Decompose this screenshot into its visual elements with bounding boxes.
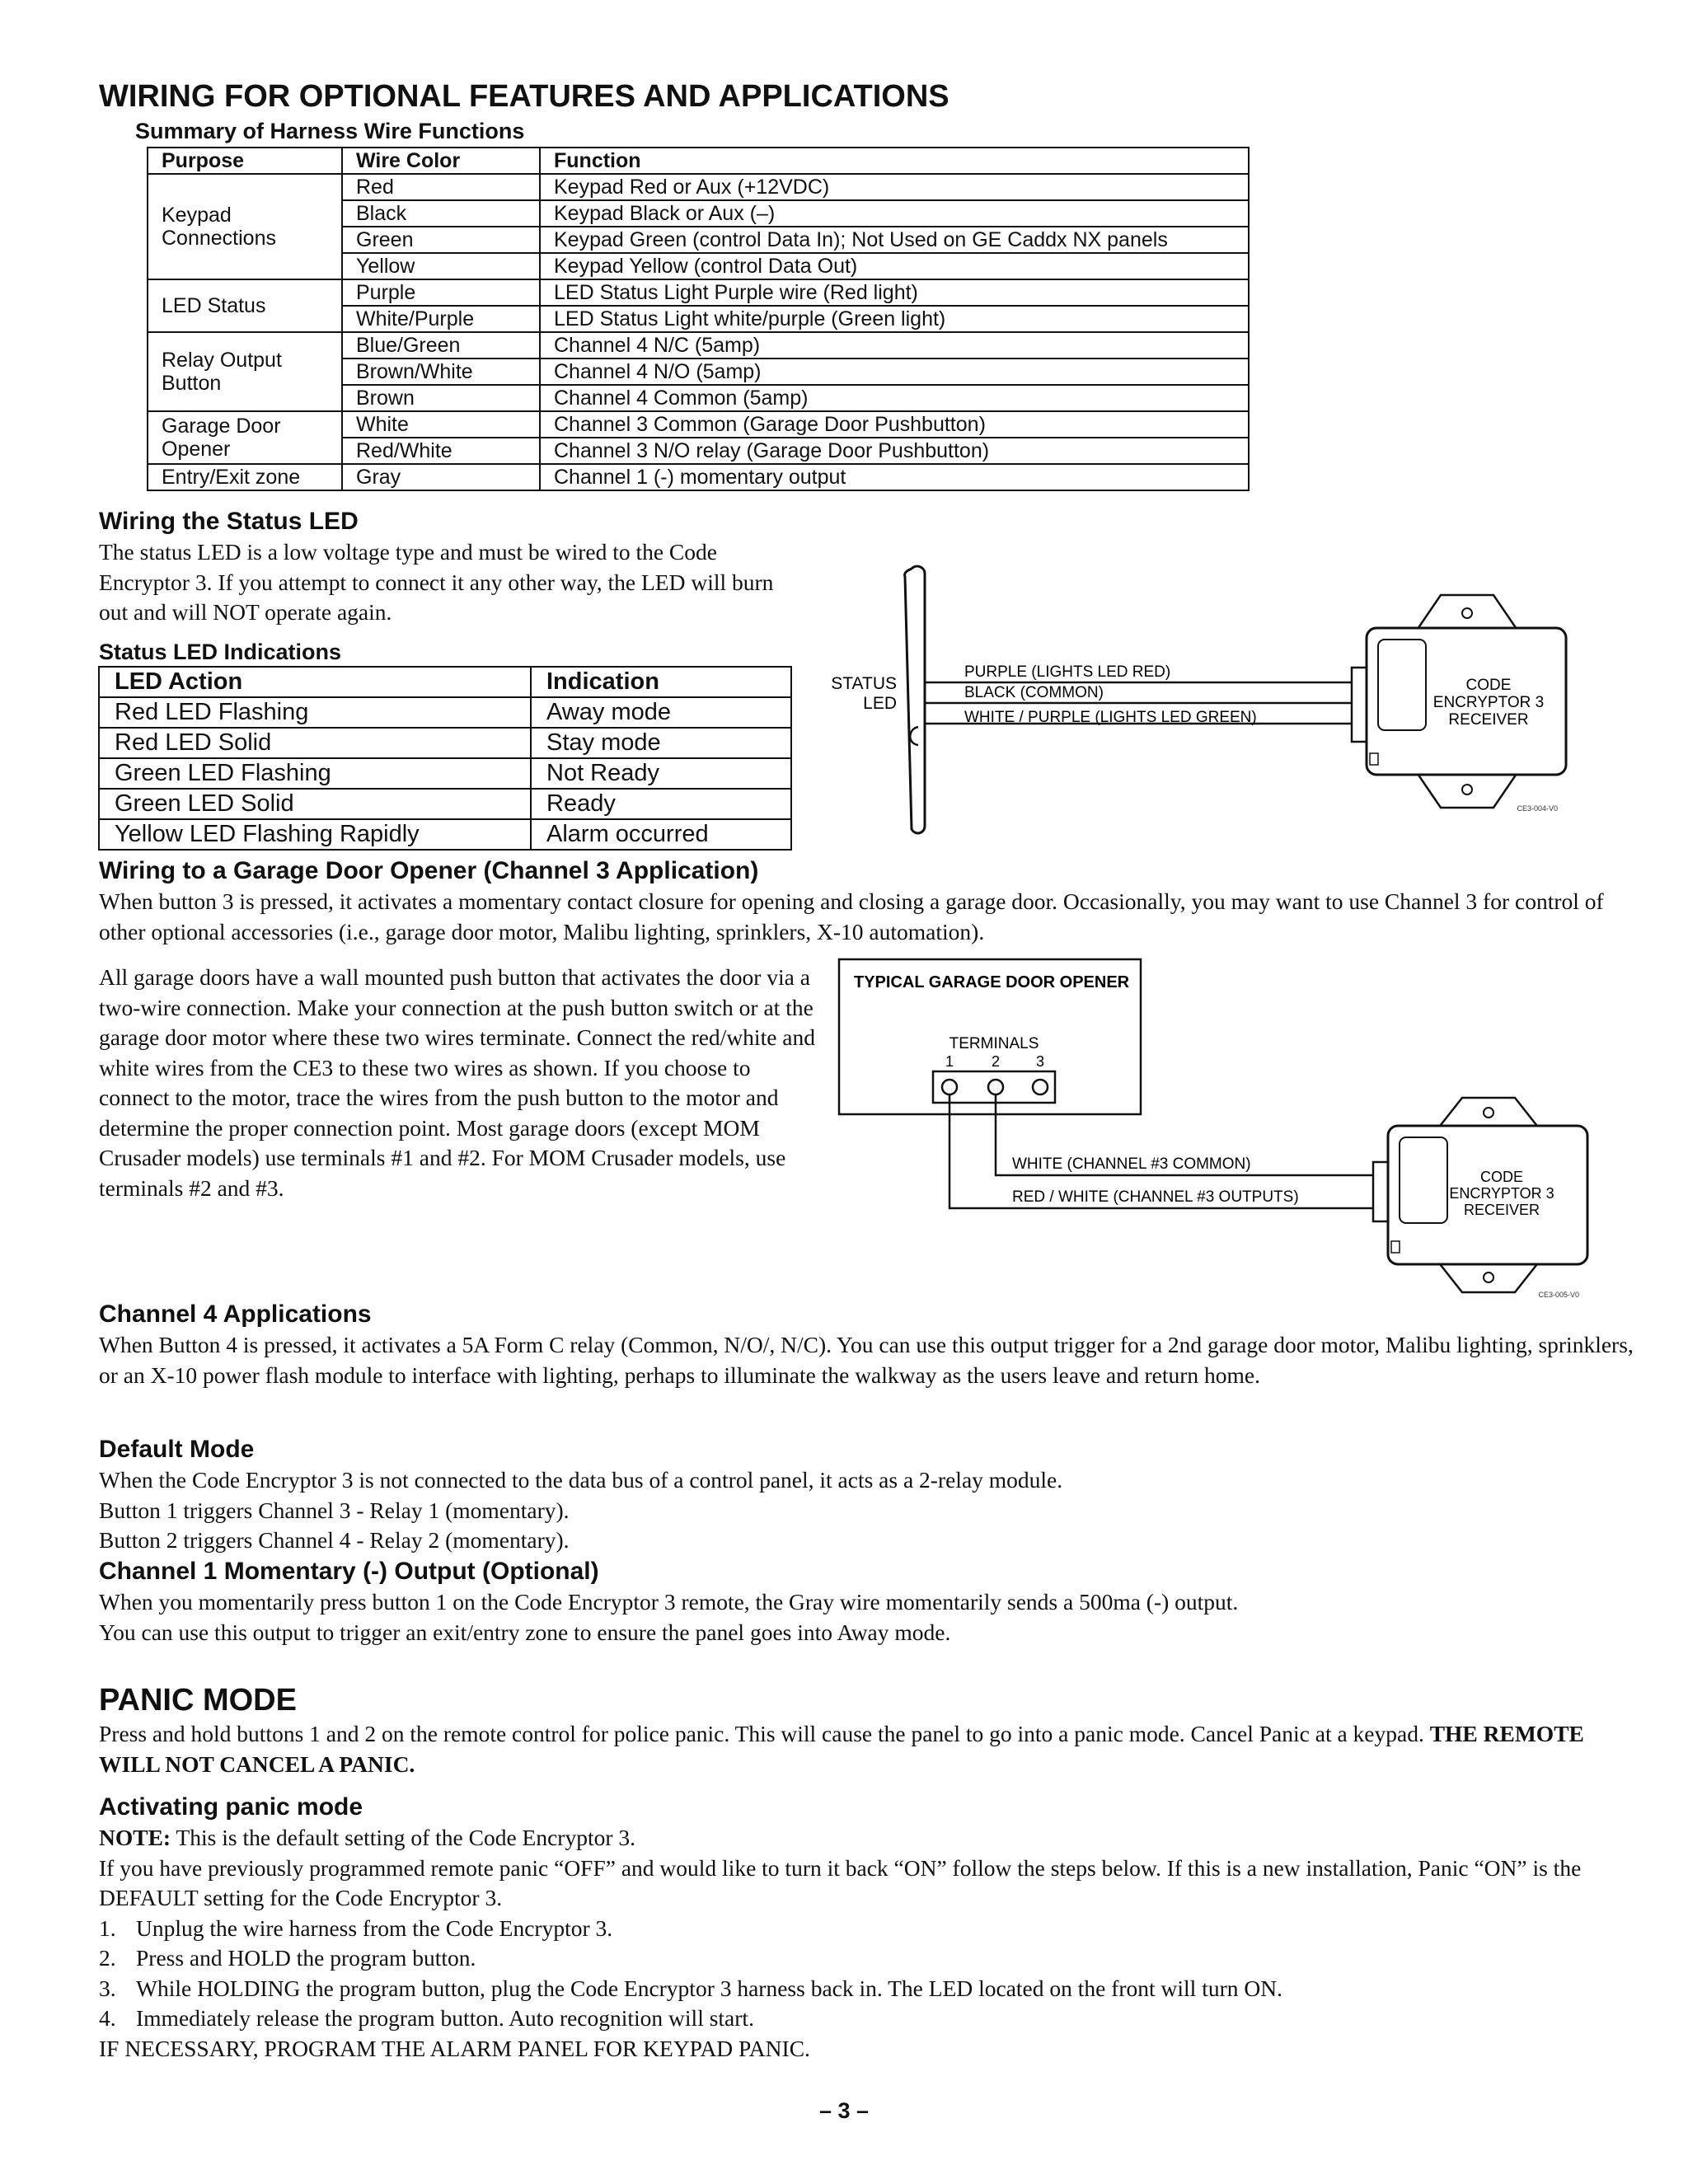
mounting-tab-top: [1416, 595, 1518, 631]
wire-label: WHITE / PURPLE (LIGHTS LED GREEN): [964, 709, 1257, 726]
function-cell: Channel 4 Common (5amp): [540, 385, 1249, 411]
step-text: While HOLDING the program button, plug the Code Encryptor 3 harness back in. The LED located on the front will turn ON.: [136, 1975, 1282, 2001]
column-header: LED Action: [99, 667, 531, 697]
panic-steps-list: [99, 1914, 1648, 2034]
harness-connector: [1373, 1162, 1388, 1221]
default-mode-heading: Default Mode: [99, 1436, 255, 1463]
column-header: Purpose: [148, 148, 342, 174]
column-header: Indication: [531, 667, 791, 697]
indication-cell: Away mode: [531, 697, 791, 728]
led-action-cell: Red LED Solid: [99, 728, 531, 758]
wire-color-cell: Black: [342, 200, 540, 227]
terminal-3-icon: [1033, 1080, 1048, 1094]
default-mode-line: Button 2 triggers Channel 4 - Relay 2 (momentary).: [99, 1527, 570, 1553]
purpose-cell: Relay Output Button: [148, 332, 342, 411]
step-number: 1.: [99, 1915, 116, 1941]
function-cell: Channel 3 N/O relay (Garage Door Pushbutton): [540, 438, 1249, 464]
panic-warning: THE REMOTE WILL NOT CANCEL A PANIC.: [99, 1721, 1584, 1777]
function-cell: Keypad Red or Aux (+12VDC): [540, 174, 1249, 200]
status-led-table: [98, 666, 792, 851]
harness-wire-table: [147, 147, 1250, 491]
wire-color-cell: Brown/White: [342, 359, 540, 385]
function-cell: Channel 3 Common (Garage Door Pushbutton): [540, 411, 1249, 438]
table-row: [148, 464, 1249, 490]
table-row: [148, 411, 1249, 438]
led-label: LED: [863, 694, 897, 713]
led-bulb: [910, 727, 918, 745]
channel1-line: You can use this output to trigger an exit/entry zone to ensure the panel goes into Away mode.: [99, 1619, 951, 1645]
harness-table-title: Summary of Harness Wire Functions: [135, 119, 525, 143]
mounting-tab-bottom: [1416, 771, 1518, 808]
wire-color-cell: Purple: [342, 279, 540, 306]
wire-label: RED / WHITE (CHANNEL #3 OUTPUTS): [1012, 1188, 1299, 1206]
status-led-text: The status LED is a low voltage type and must be wired to the Code Encryptor 3. If you attempt to connect it any other way, the LED will burn out and will NOT operate again.: [99, 539, 774, 625]
led-action-cell: Green LED Flashing: [99, 758, 531, 789]
default-mode-line: When the Code Encryptor 3 is not connected to the data bus of a control panel, it acts as a 2-relay module.: [99, 1467, 1063, 1493]
harness-connector: [1352, 668, 1367, 742]
channel1-text: [99, 1587, 1648, 1647]
step-number: 2.: [99, 1945, 116, 1971]
wire-color-cell: Gray: [342, 464, 540, 490]
terminal-number: 2: [991, 1053, 1001, 1070]
page-title: WIRING FOR OPTIONAL FEATURES AND APPLICATIONS: [99, 79, 950, 114]
function-cell: LED Status Light white/purple (Green light): [540, 306, 1249, 332]
wire-color-cell: Green: [342, 227, 540, 253]
step-text: Unplug the wire harness from the Code Encryptor 3.: [136, 1915, 613, 1941]
channel4-text: When Button 4 is pressed, it activates a 5A Form C relay (Common, N/O/, N/C). You can use this output trigger for a 2nd garage door motor, Malibu lighting, sprinklers, or an X-10 power flash module to interface with lighting, perhaps to illuminate the walkway as the users leave and return home.: [99, 1332, 1634, 1388]
status-led-wiring-diagram: [816, 560, 1582, 841]
table-row: [148, 332, 1249, 359]
wire-label: WHITE (CHANNEL #3 COMMON): [1012, 1155, 1251, 1173]
garage-door-wiring-diagram: [837, 956, 1596, 1319]
table-row: [148, 279, 1249, 306]
diagram-reference: CE3-004-V0: [1517, 804, 1558, 813]
function-cell: Keypad Black or Aux (–): [540, 200, 1249, 227]
wire-label: BLACK (COMMON): [964, 684, 1104, 701]
list-item: [99, 1914, 1648, 1944]
status-led-indications-title: Status LED Indications: [99, 640, 342, 664]
terminal-1-icon: [942, 1080, 957, 1094]
receiver-label: CODE: [1465, 677, 1512, 694]
activating-panic-heading: Activating panic mode: [99, 1793, 363, 1821]
note-text: This is the default setting of the Code Encryptor 3.: [176, 1825, 636, 1850]
function-cell: Channel 4 N/C (5amp): [540, 332, 1249, 359]
list-item: [99, 2004, 1648, 2034]
terminal-number: 3: [1035, 1053, 1045, 1070]
list-item: [99, 1974, 1648, 2004]
step-text: Press and HOLD the program button.: [136, 1945, 476, 1971]
receiver-label: RECEIVER: [1463, 1202, 1540, 1218]
indication-cell: Ready: [531, 789, 791, 819]
list-item: [99, 1943, 1648, 1974]
panic-mode-text: [99, 1719, 1648, 1779]
terminals-label: TERMINALS: [949, 1035, 1039, 1052]
wire-label: PURPLE (LIGHTS LED RED): [964, 663, 1171, 681]
led-mounting-plate: [905, 566, 925, 833]
table-header-row: [148, 148, 1249, 174]
diagram-reference: CE3-005-V0: [1538, 1291, 1579, 1299]
purpose-cell: Entry/Exit zone: [148, 464, 342, 490]
indication-cell: Not Ready: [531, 758, 791, 789]
column-header: Wire Color: [342, 148, 540, 174]
indication-cell: Stay mode: [531, 728, 791, 758]
receiver-label: CODE: [1479, 1169, 1524, 1185]
channel1-line: When you momentarily press button 1 on the Code Encryptor 3 remote, the Gray wire momentarily sends a 500ma (-) output.: [99, 1589, 1239, 1615]
function-cell: Keypad Green (control Data In); Not Used on GE Caddx NX panels: [540, 227, 1249, 253]
status-label: STATUS: [831, 674, 897, 693]
page-number: – 3 –: [818, 2098, 870, 2123]
led-action-cell: Red LED Flashing: [99, 697, 531, 728]
wire-color-cell: Yellow: [342, 253, 540, 279]
status-led-heading: Wiring the Status LED: [99, 508, 359, 535]
wire-color-cell: White: [342, 411, 540, 438]
garage-intro: When button 3 is pressed, it activates a momentary contact closure for opening and closing a garage door. Occasionally, you may want to use Channel 3 for control of other optional accessories (i.e., garage door motor, Malibu lighting, sprinklers, X-10 automation).: [99, 888, 1604, 944]
function-cell: Keypad Yellow (control Data Out): [540, 253, 1249, 279]
receiver-label: ENCRYPTOR 3: [1432, 694, 1545, 711]
wire-color-cell: Red/White: [342, 438, 540, 464]
purpose-cell: LED Status: [148, 279, 342, 332]
mounting-tab-top: [1437, 1098, 1540, 1129]
channel1-heading: Channel 1 Momentary (-) Output (Optional): [99, 1558, 599, 1585]
wire-color-cell: Red: [342, 174, 540, 200]
panic-text: Press and hold buttons 1 and 2 on the remote control for police panic. This will cause the panel to go into a panic mode. Cancel Panic at a keypad.: [99, 1721, 1424, 1746]
function-cell: Channel 4 N/O (5amp): [540, 359, 1249, 385]
purpose-cell: Keypad Connections: [148, 174, 342, 279]
column-header: Function: [540, 148, 1249, 174]
table-row: [99, 758, 791, 789]
table-row: [99, 728, 791, 758]
table-header-row: [99, 667, 791, 697]
channel4-heading: Channel 4 Applications: [99, 1301, 372, 1328]
note-label: NOTE:: [99, 1825, 171, 1850]
panic-final-instruction: IF NECESSARY, PROGRAM THE ALARM PANEL FOR KEYPAD PANIC.: [99, 2035, 810, 2061]
garage-heading: Wiring to a Garage Door Opener (Channel 3 Application): [99, 857, 759, 884]
receiver-label: ENCRYPTOR 3: [1449, 1185, 1554, 1202]
receiver-label: RECEIVER: [1448, 711, 1529, 729]
wire-color-cell: Brown: [342, 385, 540, 411]
note-line: [99, 1823, 1648, 1854]
panic-mode-heading: PANIC MODE: [99, 1683, 297, 1718]
default-mode-text: [99, 1465, 1648, 1556]
activating-panic-body: [99, 1823, 1648, 2064]
led-action-cell: Green LED Solid: [99, 789, 531, 819]
table-row: [99, 789, 791, 819]
garage-opener-title: TYPICAL GARAGE DOOR OPENER: [854, 973, 1130, 991]
table-row: [99, 819, 791, 850]
step-number: 3.: [99, 1975, 116, 2001]
function-cell: Channel 1 (-) momentary output: [540, 464, 1249, 490]
step-number: 4.: [99, 2005, 116, 2031]
purpose-cell: Garage Door Opener: [148, 411, 342, 464]
indication-cell: Alarm occurred: [531, 819, 791, 850]
led-action-cell: Yellow LED Flashing Rapidly: [99, 819, 531, 850]
step-text: Immediately release the program button. Auto recognition will start.: [136, 2005, 754, 2031]
wire-color-cell: White/Purple: [342, 306, 540, 332]
terminal-number: 1: [945, 1053, 954, 1070]
terminal-2-icon: [988, 1080, 1003, 1094]
table-row: [148, 174, 1249, 200]
function-cell: LED Status Light Purple wire (Red light): [540, 279, 1249, 306]
wire-color-cell: Blue/Green: [342, 332, 540, 359]
default-mode-line: Button 1 triggers Channel 3 - Relay 1 (momentary).: [99, 1497, 570, 1523]
mounting-tab-bottom: [1437, 1261, 1540, 1292]
garage-text: All garage doors have a wall mounted push button that activates the door via a two-wire connection. Make your connection at the push button switch or at the garage door motor where these two wires terminate. Connect the red/white and white wires from the CE3 to these two wires as shown. If you choose to connect to the motor, trace the wires from the push button to the motor and determine the proper connection point. Most garage doors (except MOM Crusader models) use terminals #1 and #2. For MOM Crusader models, use terminals #2 and #3.: [99, 964, 816, 1201]
table-row: [99, 697, 791, 728]
panic-instructions: If you have previously programmed remote panic “OFF” and would like to turn it back “ON” follow the steps below. If this is a new installation, Panic “ON” is the DEFAULT setting for the Code Encryptor 3.: [99, 1854, 1582, 1910]
